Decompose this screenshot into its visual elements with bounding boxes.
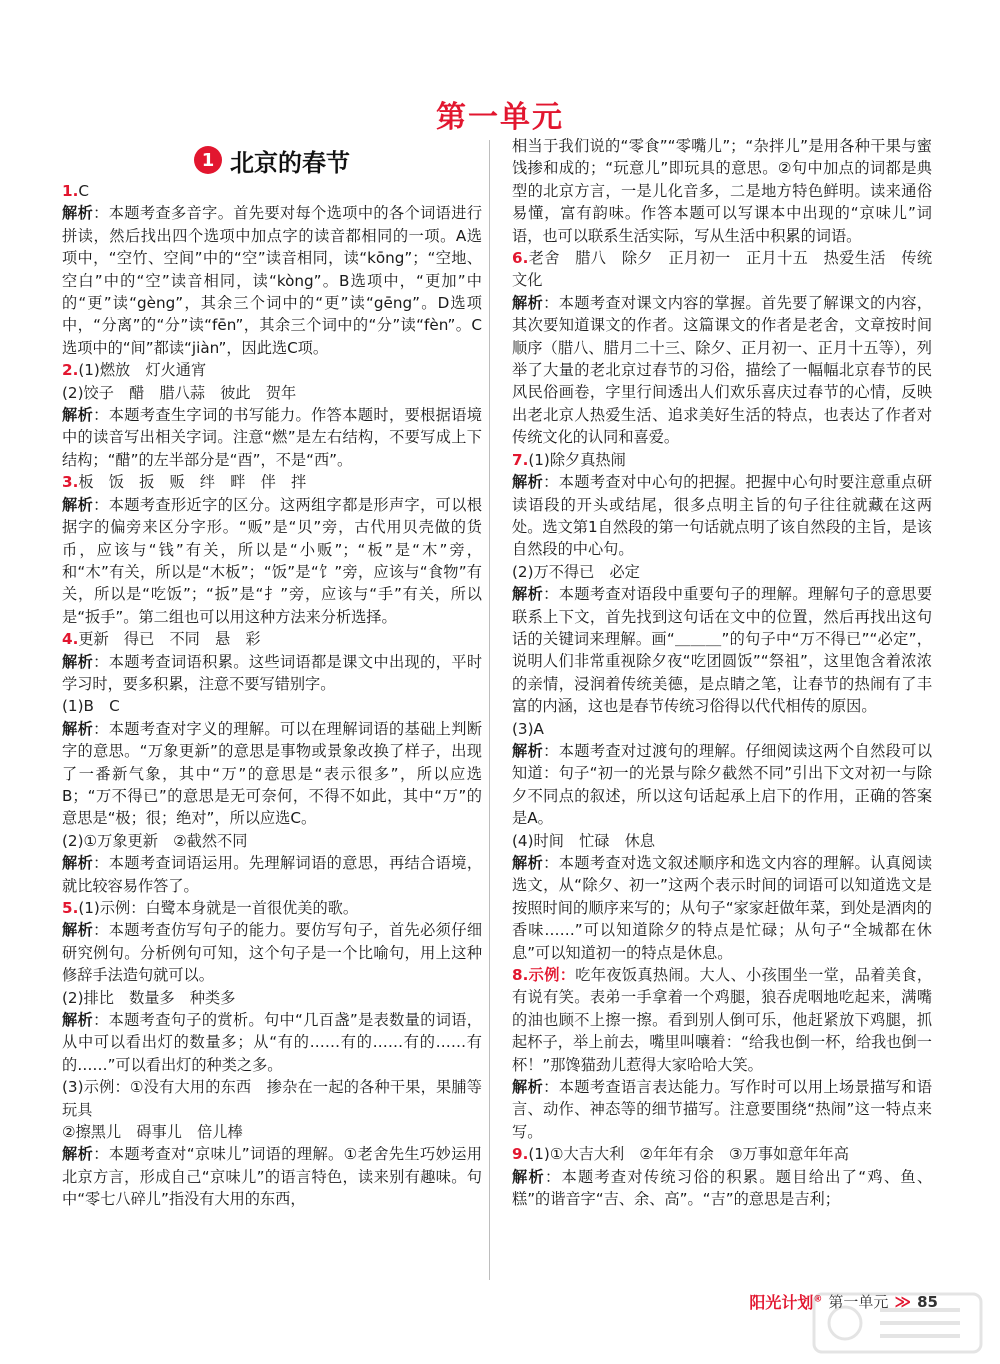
analysis-text: ：本题考查对语段中重要句子的理解。理解句子的意思要联系上下文，首先找到这句话在文中的位置，然后再找出这句话的关键词来理解。画“＿＿＿”的句子中“万不得已”“必定”，说明人们非常重视除夕夜“吃团圆饭”“祭祖”，这里饱含着浓浓的亲情，浸润着传统美德，是点睛之笔，让春节的热闹有了丰富的内涵，这也是春节传统习俗得以代代相传的原因。: [512, 585, 933, 716]
left-column: [62, 140, 498, 1211]
answer-paragraph: [62, 404, 482, 471]
answer-paragraph: [62, 1009, 482, 1076]
analysis-text: ：本题考查形近字的区分。这两组字都是形声字，可以根据字的偏旁来区分字形。“贩”是“贝”旁，古代用贝壳做的货币，应该与“钱”有关，所以是“小贩”；“板”是“木”旁，和“木”有关，所以是“木板”；“饭”是“饣”旁，应该与“食物”有关，所以是“吃饭”；“扳”是“扌”旁，应该与“手”有关，所以是“扳手”。第二组也可以用这种方法来分析选择。: [62, 495, 483, 626]
answer-text: 吃年夜饭真热闹。大人、小孩围坐一堂，品着美食，有说有笑。表弟一手拿着一个鸡腿，狼吞虎咽地吃起来，满嘴的油也顾不上擦一擦。看到别人倒可乐，他赶紧放下鸡腿，抓起杯子，举上前去，嘴里叫嚷着：“给我也倒一杯，给我也倒一杯！”那馋猫劲儿惹得大家哈哈大笑。: [512, 966, 933, 1074]
answer-text: (2)①万象更新 ②截然不同: [62, 831, 248, 850]
answer-paragraph: [512, 964, 932, 1076]
answer-paragraph: [62, 1076, 498, 1121]
left-answer-text: [62, 180, 498, 1211]
answer-paragraph: [62, 359, 482, 381]
answer-paragraph: [62, 919, 482, 986]
answer-paragraph: [62, 628, 482, 650]
answer-paragraph: [62, 718, 482, 830]
answer-paragraph: [512, 1143, 932, 1165]
answer-paragraph: [62, 897, 482, 919]
answer-paragraph: [62, 695, 482, 717]
analysis-label: 解析: [512, 1167, 545, 1186]
answer-text: (4)时间 忙碌 休息: [512, 831, 656, 850]
question-number: 6.: [512, 249, 529, 268]
answer-paragraph: [512, 852, 932, 964]
analysis-text: ：本题考查对过渡句的理解。仔细阅读这两个自然段可以知道：句子“初一的光景与除夕截然不同”引出下文对初一与除夕不同点的叙述，所以这句话起承上启下的作用，正确的答案是A。: [512, 741, 933, 828]
answer-paragraph: [512, 830, 932, 852]
analysis-text: ：本题考查对选文叙述顺序和选文内容的理解。认真阅读选文，从“除夕、初一”这两个表示时间的词语可以知道选文是按照时间的顺序来写的；从句子“家家赶做年菜，到处是酒肉的香味……”可以知道除夕的特点是忙碌；从句子“全城都在休息”可以知道初一的特点是休息。: [512, 854, 933, 962]
answer-text: 板 饭 扳 贩 绊 畔 伴 拌: [78, 473, 307, 492]
answer-text: 老舍 腊八 除夕 正月初一 正月十五 热爱生活 传统文化: [512, 249, 932, 290]
analysis-label: 解析: [62, 854, 94, 873]
answer-paragraph: [512, 471, 932, 561]
answer-paragraph: [62, 987, 482, 1009]
answer-paragraph: [62, 830, 482, 852]
question-number: 2.: [62, 361, 79, 380]
analysis-label: 解析: [512, 473, 544, 492]
answer-text: (1)B C: [62, 697, 120, 716]
answer-paragraph: [62, 382, 482, 404]
lesson-heading: [62, 140, 482, 180]
analysis-text: 相当于我们说的“零食”“零嘴儿”；“杂拌儿”是用各种干果与蜜饯掺和成的；“玩意儿”即玩具的意思。②句中加点的词都是典型的北京方言，一是儿化音多，二是地方特色鲜明。读来通俗易懂，富有韵味。作答本题可以写课本中出现的“京味儿”词语，也可以联系生活实际，写从生活中积累的词语。: [512, 137, 932, 245]
analysis-text: ：本题考查对中心句的把握。把握中心句时要注意重点研读语段的开头或结尾，很多点明主旨的句子往往就藏在这两处。选文第1自然段的第一句话就点明了该自然段的主旨，是该自然段的中心句。: [512, 473, 933, 559]
answer-paragraph: [62, 471, 482, 493]
answer-text: (3)A: [512, 719, 544, 738]
answer-text: (2)排比 数量多 种类多: [62, 988, 236, 1007]
analysis-text: ：本题考查对“京味儿”词语的理解。①老舍先生巧妙运用北京方言，形成自己“京味儿”的语言特色，读来别有趣味。句中“零七八碎儿”指没有大用的东西，: [62, 1145, 482, 1209]
analysis-text: ：本题考查句子的赏析。句中“几百盏”是表数量的词语，从中可以看出灯的数量多；从“有的……有的……有的……有的……”可以看出灯的种类之多。: [62, 1011, 482, 1074]
analysis-label: 解析: [62, 921, 94, 940]
right-answer-text: [512, 135, 932, 1211]
question-number: 9.: [512, 1145, 529, 1164]
analysis-text: ：本题考查对传统习俗的积累。题目给出了“鸡、鱼、糕”的谐音字“吉、余、高”。“吉”的意思是吉利；: [512, 1167, 933, 1209]
answer-text: (1)①大吉大利 ②年年有余 ③万事如意年年高: [528, 1145, 849, 1164]
answer-text: (2)万不得已 必定: [512, 562, 640, 581]
column-divider: [489, 140, 490, 1280]
answer-paragraph: [62, 1143, 482, 1210]
analysis-label: 解析: [62, 1145, 94, 1164]
analysis-text: ：本题考查词语运用。先理解词语的意思，再结合语境，就比较容易作答了。: [62, 854, 483, 895]
footer-unit-label: 第一单元: [828, 1293, 889, 1311]
analysis-label: 解析: [62, 652, 94, 671]
answer-text: ②擦黑儿 碍事儿 倍儿棒: [62, 1123, 243, 1142]
answer-text: (3)示例：①没有大用的东西 掺杂在一起的各种干果，果脯等 玩具: [62, 1078, 498, 1119]
answer-paragraph: [512, 247, 932, 292]
answer-paragraph: [62, 651, 482, 696]
question-number: 4.: [62, 630, 79, 649]
question-number: 7.: [512, 450, 529, 469]
answer-paragraph: [62, 852, 482, 897]
analysis-text: ：本题考查多音字。首先要对每个选项中的各个词语进行拼读，然后找出四个选项中加点字的读音都相同的一项。A选项中，“空竹、空间”中的“空”读音相同，读“kōng”；“空地、空白”中的“空”读音相同，读“kòng”。B选项中，“更加”中的“更”读“gèng”，其余三个词中的“更”读“gēng”。D选项中，“分离”的“分”读“fēn”，其余三个词中的“分”读“fèn”。C选项中的“间”都读“jiàn”，因此选C项。: [62, 204, 483, 357]
answer-text: C: [78, 182, 89, 200]
page-number: 85: [917, 1292, 938, 1311]
answer-paragraph: [512, 583, 932, 717]
answer-paragraph: [512, 449, 932, 471]
watermark-logo: [810, 1290, 985, 1356]
analysis-text: ：本题考查生字词的书写能力。作答本题时，要根据语境中的读音写出相关字词。注意“燃”是左右结构，不要写成上下结构；“醋”的左半部分是“酉”，不是“西”。: [62, 406, 483, 469]
answer-text: (2)饺子 醋 腊八蒜 彼此 贺年: [62, 383, 297, 402]
question-number: 3.: [62, 473, 79, 492]
analysis-label: 解析: [62, 719, 94, 738]
footer-arrow-icon: ≫: [894, 1292, 912, 1311]
lesson-number-badge: 1: [194, 146, 222, 174]
answer-paragraph: [512, 1166, 932, 1211]
answer-text: (1)示例：白鹭本身就是一首很优美的歌。: [78, 899, 359, 917]
analysis-text: ：本题考查对字义的理解。可以在理解词语的基础上判断字的意思。“万象更新”的意思是事物或景象改换了样子，出现了一番新气象，其中“万”的意思是“表示很多”，所以应选B；“万不得已”的意思是无可奈何，不得不如此，其中“万”的意思是“极；很；绝对”，所以应选C。: [62, 719, 483, 828]
analysis-label: 解析: [512, 585, 544, 604]
answer-paragraph: [512, 1076, 932, 1143]
answer-text: (1)燃放 灯火通宵: [78, 361, 207, 380]
lesson-title: 北京的春节: [230, 148, 350, 177]
question-number: 8.: [512, 966, 529, 985]
answer-paragraph: [62, 180, 482, 202]
answer-paragraph: [512, 135, 932, 247]
analysis-label: 解析: [62, 1011, 94, 1030]
answer-paragraph: [512, 740, 932, 830]
answer-text: (1)除夕真热闹: [528, 450, 626, 469]
analysis-text: ：本题考查仿写句子的能力。要仿写句子，首先必须仔细研究例句。分析例句可知，这个句子是一个比喻句，用上这种修辞手法造句就可以。: [62, 921, 483, 985]
question-number: 5.: [62, 899, 79, 917]
analysis-label: 解析: [62, 495, 94, 514]
question-number: 1.: [62, 182, 79, 200]
analysis-label: 解析: [62, 406, 94, 425]
brand-name: 阳光计划®: [749, 1293, 823, 1312]
answer-paragraph: [62, 1121, 482, 1143]
analysis-text: ：本题考查词语积累。这些词语都是课文中出现的，平时学习时，要多积累，注意不要写错别字。: [62, 652, 483, 693]
unit-title: 第一单元: [436, 100, 564, 135]
right-column: [512, 135, 932, 1211]
analysis-label: 解析: [512, 293, 544, 312]
analysis-label: 解析: [512, 741, 544, 760]
answer-paragraph: [512, 718, 932, 740]
analysis-text: ：本题考查对课文内容的掌握。首先要了解课文的内容，其次要知道课文的作者。这篇课文的作者是老舍，文章按时间顺序（腊八、腊月二十三、除夕、正月初一、正月十五等），列举了大量的老北京过春节的习俗，描绘了一幅幅北京春节的民风民俗画卷，字里行间透出人们欢乐喜庆过春节的心情，反映出老北京人热爱生活、追求美好生活的特点，也表达了作者对传统文化的认同和喜爱。: [512, 293, 933, 447]
answer-paragraph: [62, 494, 482, 628]
analysis-text: ：本题考查语言表达能力。写作时可以用上场景描写和语言、动作、神态等的细节描写。注意要围绕“热闹”这一特点来写。: [512, 1078, 933, 1141]
analysis-label: 解析: [62, 204, 94, 223]
analysis-label: 解析: [512, 854, 544, 872]
answer-paragraph: [512, 561, 932, 583]
analysis-label: 解析: [512, 1078, 544, 1097]
answer-paragraph: [62, 202, 482, 359]
answer-text: 更新 得已 不同 悬 彩: [78, 630, 261, 649]
question-number: 示例：: [528, 966, 576, 985]
answer-paragraph: [512, 292, 932, 449]
